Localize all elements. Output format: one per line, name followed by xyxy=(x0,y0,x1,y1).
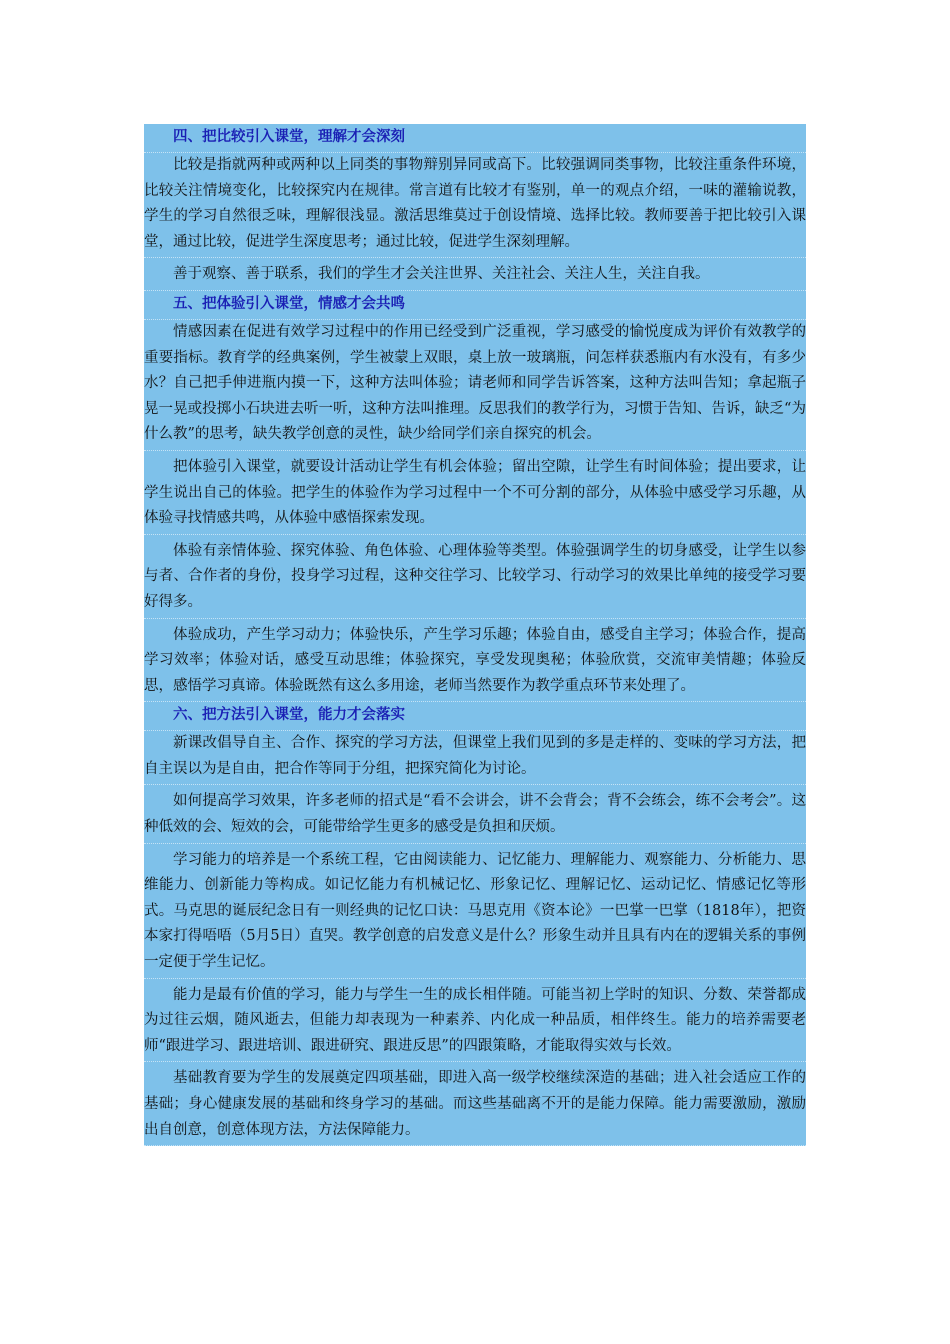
paragraph: 新课改倡导自主、合作、探究的学习方法，但课堂上我们见到的多是走样的、变味的学习方法，把自主误以为是自由，把合作等同于分组，把探究简化为讨论。 xyxy=(144,731,806,785)
paragraph: 如何提高学习效果，许多老师的招式是“看不会讲会，讲不会背会；背不会练会，练不会考会”。这种低效的会、短效的会，可能带给学生更多的感受是负担和厌烦。 xyxy=(144,789,806,843)
paragraph: 善于观察、善于联系，我们的学生才会关注世界、关注社会、关注人生，关注自我。 xyxy=(144,262,806,291)
paragraph: 学习能力的培养是一个系统工程，它由阅读能力、记忆能力、理解能力、观察能力、分析能力、思维能力、创新能力等构成。如记忆能力有机械记忆、形象记忆、理解记忆、运动记忆、情感记忆等形式。马克思的诞辰纪念日有一则经典的记忆口诀：马思克用《资本论》一巴掌一巴掌（1818年），把资本家打得唔唔（5月5日）直哭。教学创意的启发意义是什么？形象生动并且具有内在的逻辑关系的事例一定便于学生记忆。 xyxy=(144,848,806,979)
paragraph: 体验有亲情体验、探究体验、角色体验、心理体验等类型。体验强调学生的切身感受，让学生以参与者、合作者的身份，投身学习过程，这种交往学习、比较学习、行动学习的效果比单纯的接受学习要好得多。 xyxy=(144,539,806,619)
section-heading-5: 五、把体验引入课堂，情感才会共鸣 xyxy=(144,291,806,320)
section-heading-4: 四、把比较引入课堂，理解才会深刻 xyxy=(144,124,806,153)
paragraph: 比较是指就两种或两种以上同类的事物辩别异同或高下。比较强调同类事物，比较注重条件环境，比较关注情境变化，比较探究内在规律。常言道有比较才有鉴别，单一的观点介绍，一味的灌输说教，学生的学习自然很乏味，理解很浅显。激活思维莫过于创设情境、选择比较。教师要善于把比较引入课堂，通过比较，促进学生深度思考；通过比较，促进学生深刻理解。 xyxy=(144,153,806,258)
paragraph: 基础教育要为学生的发展奠定四项基础，即进入高一级学校继续深造的基础；进入社会适应工作的基础；身心健康发展的基础和终身学习的基础。而这些基础离不开的是能力保障。能力需要激励，激励出自创意，创意体现方法，方法保障能力。 xyxy=(144,1066,806,1146)
paragraph: 能力是最有价值的学习，能力与学生一生的成长相伴随。可能当初上学时的知识、分数、荣誉都成为过往云烟，随风逝去，但能力却表现为一种素养、内化成一种品质，相伴终生。能力的培养需要老师“跟进学习、跟进培训、跟进研究、跟进反思”的四跟策略，才能取得实效与长效。 xyxy=(144,983,806,1063)
paragraph: 体验成功，产生学习动力；体验快乐，产生学习乐趣；体验自由，感受自主学习；体验合作，提高学习效率；体验对话，感受互动思维；体验探究，享受发现奥秘；体验欣赏，交流审美情趣；体验反思，感悟学习真谛。体验既然有这么多用途，老师当然要作为教学重点环节来处理了。 xyxy=(144,623,806,703)
paragraph: 情感因素在促进有效学习过程中的作用已经受到广泛重视，学习感受的愉悦度成为评价有效教学的重要指标。教育学的经典案例，学生被蒙上双眼，桌上放一玻璃瓶，问怎样获悉瓶内有水没有，有多少水？自己把手伸进瓶内摸一下，这种方法叫体验；请老师和同学告诉答案，这种方法叫告知；拿起瓶子晃一晃或投掷小石块进去听一听，这种方法叫推理。反思我们的教学行为，习惯于告知、告诉，缺乏“为什么教”的思考，缺失教学创意的灵性，缺少给同学们亲自探究的机会。 xyxy=(144,320,806,451)
section-heading-6: 六、把方法引入课堂，能力才会落实 xyxy=(144,702,806,731)
paragraph: 把体验引入课堂，就要设计活动让学生有机会体验；留出空隙，让学生有时间体验；提出要求，让学生说出自己的体验。把学生的体验作为学习过程中一个不可分割的部分，从体验中感受学习乐趣，从体验寻找情感共鸣，从体验中感悟探索发现。 xyxy=(144,455,806,535)
highlighted-text-block xyxy=(144,124,806,1146)
